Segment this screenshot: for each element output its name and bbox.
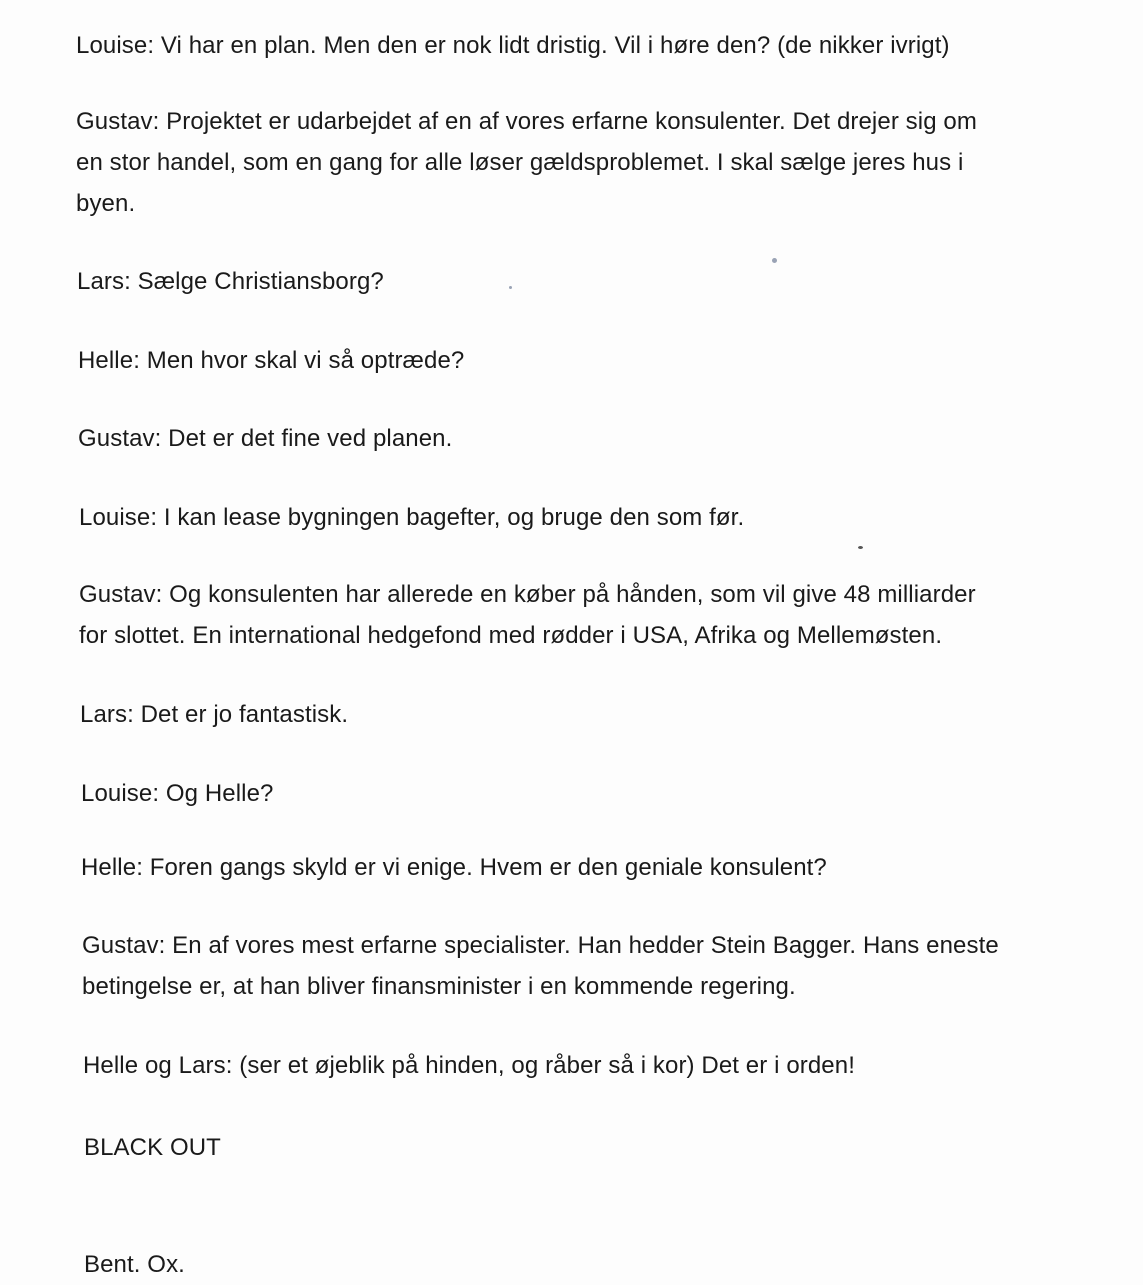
dialogue-line-louise-1 — [76, 25, 950, 66]
text-line: BLACK OUT — [84, 1134, 221, 1161]
text-line: Gustav: Det er det fine ved planen. — [78, 425, 453, 452]
text-line: Lars: Det er jo fantastisk. — [80, 701, 349, 728]
dialogue-line-lars-2 — [80, 694, 348, 735]
text-line: Gustav: Og konsulenten har allerede en køber på hånden, som vil give 48 milliarder — [79, 581, 976, 608]
dialogue-line-gustav-3 — [79, 574, 976, 656]
dialogue-line-louise-3 — [81, 773, 273, 814]
text-line: Helle: Foren gangs skyld er vi enige. Hvem er den geniale konsulent? — [81, 854, 827, 881]
dialogue-line-gustav-4 — [82, 925, 999, 1007]
text-line: Helle: Men hvor skal vi så optræde? — [78, 347, 465, 374]
text-line: Louise: I kan lease bygningen bagefter, og bruge den som før. — [79, 504, 745, 531]
dialogue-line-gustav-1 — [76, 101, 977, 224]
text-line: Helle og Lars: (ser et øjeblik på hinden, og råber så i kor) Det er i orden! — [83, 1052, 855, 1079]
author-signature — [84, 1244, 185, 1285]
scan-speck — [509, 286, 512, 289]
dialogue-line-lars-1 — [77, 261, 384, 302]
text-line: byen. — [76, 190, 136, 217]
dialogue-line-helle-1 — [78, 340, 464, 381]
dialogue-line-gustav-2 — [78, 418, 452, 459]
scan-speck — [858, 546, 863, 549]
text-line: en stor handel, som en gang for alle løser gældsproblemet. I skal sælge jeres hus i — [76, 149, 964, 176]
text-line: Lars: Sælge Christiansborg? — [77, 268, 384, 295]
text-line: Gustav: En af vores mest erfarne specialister. Han hedder Stein Bagger. Hans eneste — [82, 932, 999, 959]
stage-direction-black-out — [84, 1127, 221, 1168]
scan-speck — [772, 258, 777, 263]
dialogue-line-helle-og-lars — [83, 1045, 855, 1086]
dialogue-line-louise-2 — [79, 497, 744, 538]
text-line: Bent. Ox. — [84, 1251, 185, 1278]
text-line: Gustav: Projektet er udarbejdet af en af vores erfarne konsulenter. Det drejer sig om — [76, 108, 977, 135]
text-line: for slottet. En international hedgefond med rødder i USA, Afrika og Mellemøsten. — [79, 622, 943, 649]
text-line: Louise: Vi har en plan. Men den er nok lidt dristig. Vil i høre den? (de nikker ivrigt) — [76, 32, 950, 59]
text-line: betingelse er, at han bliver finansminister i en kommende regering. — [82, 973, 796, 1000]
text-line: Louise: Og Helle? — [81, 780, 274, 807]
dialogue-line-helle-2 — [81, 847, 827, 888]
